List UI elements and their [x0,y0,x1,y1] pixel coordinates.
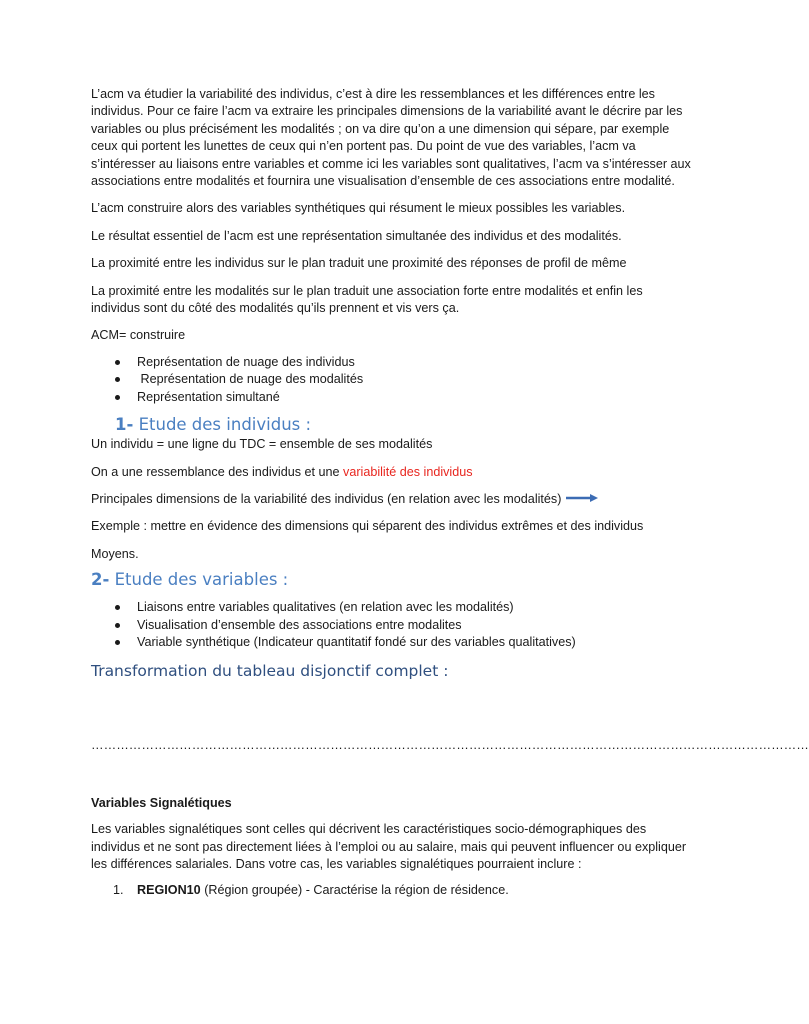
s1-line-2-prefix: On a une ressemblance des individus et une [91,464,344,479]
paragraph-proximity-modalities: La proximité entre les modalités sur le plan traduit une association forte entre modalités et enfin les individus sont du côté des modalités qu’ils prennent et vis vers ça. [91,283,643,316]
s1-line-3 [91,491,691,508]
s1-line-4: Exemple : mettre en évidence des dimensions qui séparent des individus extrêmes et des individus [91,519,644,534]
right-arrow-icon [565,491,599,508]
acm-label: ACM= construire [91,328,186,343]
bullet-dot-icon [115,377,120,382]
list-item-text: Représentation simultané [137,389,280,404]
list-item-text: Liaisons entre variables qualitatives (en relation avec les modalités) [137,600,514,615]
s1-line-2-highlight: variabilité des individus [343,464,473,479]
bullet-dot-icon [115,623,120,628]
s1-line-3-text: Principales dimensions de la variabilité des individus (en relation avec les modalités) [91,491,562,506]
paragraph-synthetic: L’acm construire alors des variables synthétiques qui résument le mieux possibles les variables. [91,201,626,216]
variables-title [91,795,691,812]
list-item [137,617,691,634]
section-1-heading [91,414,691,436]
section-2-title: Etude des variables : [109,570,289,590]
list-number: 1. [113,883,124,898]
section-1-title: Etude des individus : [133,415,312,435]
bullet-dot-icon [115,640,120,645]
list-item [137,371,691,388]
list-item-text: Variable synthétique (Indicateur quantitatif fondé sur des variables qualitatives) [137,634,576,649]
s1-line-5: Moyens. [91,546,139,561]
section-2-number: 2- [91,570,110,590]
list-item-text: Représentation de nuage des individus [137,354,355,369]
dotted-separator: ……………………………………………………………………………………………………………………………………………………… [91,738,809,753]
list-item-bold: REGION10 [137,883,201,898]
bullet-dot-icon [115,395,120,400]
s2-bullet-list [91,599,691,651]
list-item-text: Représentation de nuage des modalités [137,372,364,387]
acm-bullet-list [91,354,691,406]
numbered-list [91,882,691,899]
bullet-dot-icon [115,360,120,365]
list-item [137,389,691,406]
document-body [91,86,809,900]
list-item-rest: (Région groupée) - Caractérise la région de résidence. [200,883,509,898]
variables-title-text: Variables Signalétiques [91,795,232,810]
section-1-number: 1- [115,415,134,435]
list-item [137,599,691,616]
variables-paragraph: Les variables signalétiques sont celles qui décrivent les caractéristiques socio-démographiques des individus et ne sont pas directement liées à l’emploi ou au salaire, mais qui peuvent influencer ou expliquer les différences salariales. Dans votre cas, les variables signalétiques pourraient inclure : [91,822,687,871]
list-item [113,882,691,899]
list-item-text: Visualisation d’ensemble des associations entre modalites [137,617,462,632]
list-item [137,634,691,651]
paragraph-proximity-individuals: La proximité entre les individus sur le plan traduit une proximité des réponses de profil de même [91,256,627,271]
transformation-heading: Transformation du tableau disjonctif complet : [91,662,449,681]
bullet-dot-icon [115,605,120,610]
s1-line-2 [91,464,691,481]
section-2-heading [91,569,691,591]
paragraph-result: Le résultat essentiel de l’acm est une représentation simultanée des individus et des modalités. [91,228,622,243]
intro-paragraph: L’acm va étudier la variabilité des individus, c’est à dire les ressemblances et les différences entre les individus. Pour ce faire l’acm va extraire les principales dimensions de la variabilité avant le décrire par les variables ou plus précisément les modalités ; on va dire qu’on a une dimension qui sépare, par exemple ceux qui portent les lunettes de ceux qui n’en portent pas. Du point de vue des variables, l’acm va s’intéresser au liaisons entre variables et comme ici les variables sont qualitatives, l’acm va s’intéresser aux associations entre modalités et fournira une visualisation d’ensemble de ces associations entre modalité. [91,87,691,189]
s1-line-1: Un individu = une ligne du TDC = ensemble de ses modalités [91,437,433,452]
list-item [137,354,691,371]
